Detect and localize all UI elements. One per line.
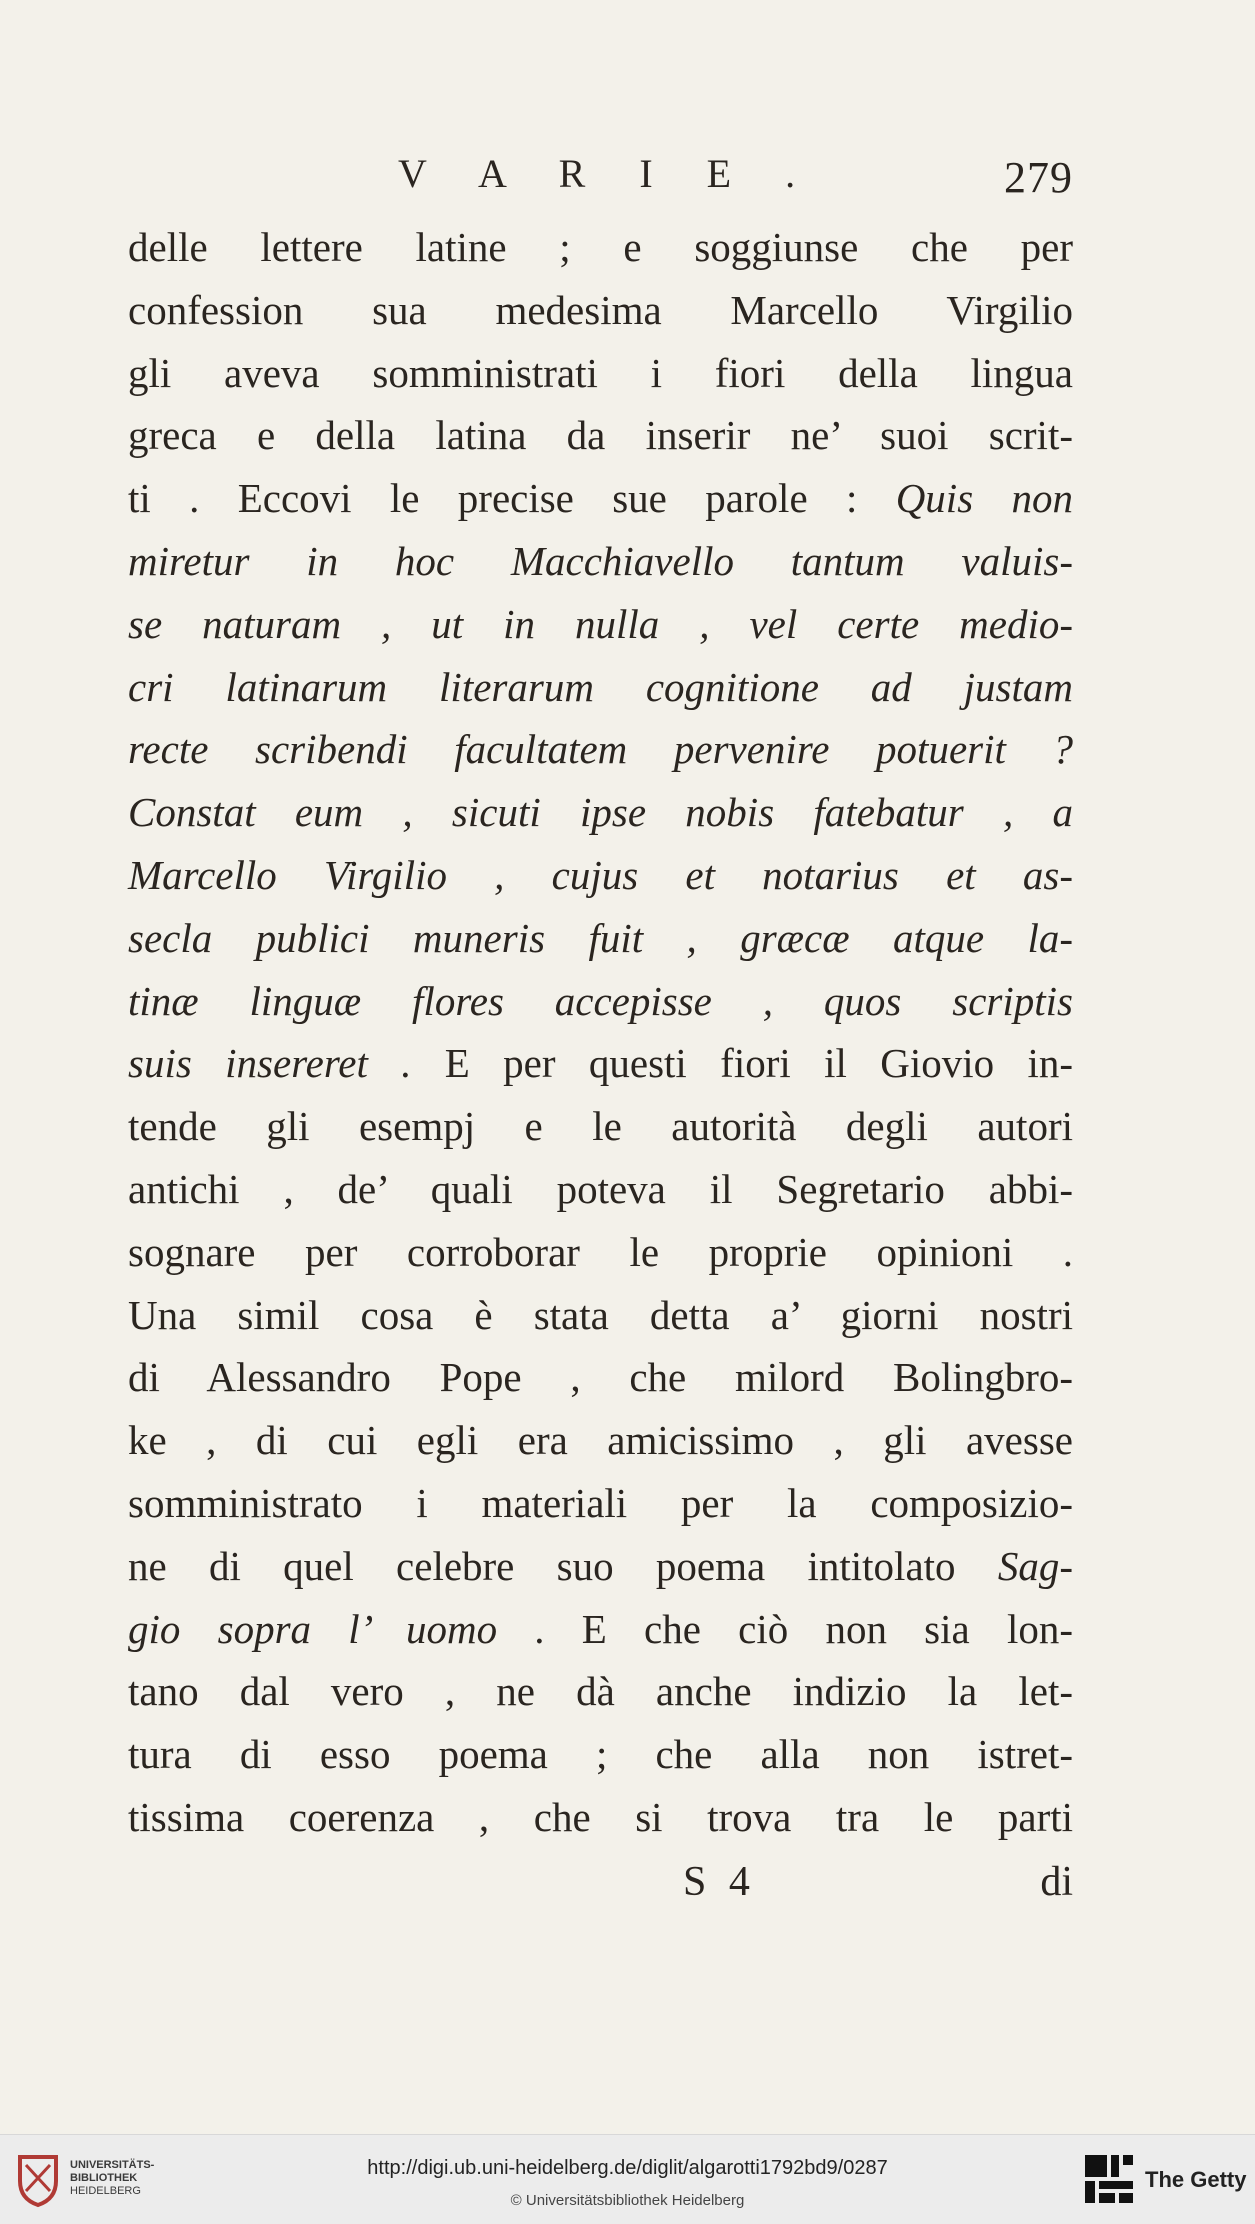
text-segment: ne di quel celebre suo poema intitolato: [128, 1542, 998, 1589]
text-line: [128, 1346, 1073, 1409]
logo-line: UNIVERSITÄTS-: [70, 2159, 155, 2171]
text-segment: tende gli esempj e le autorità degli autori: [128, 1103, 1073, 1150]
text-segment: delle lettere latine ; e soggiunse che per: [128, 224, 1073, 270]
text-segment: Sag-: [997, 1542, 1073, 1589]
text-segment: tano dal vero , ne dà anche indizio la let-: [128, 1668, 1073, 1715]
text-segment: tinæ linguæ flores accepisse , quos scriptis: [128, 977, 1073, 1024]
text-segment: se naturam , ut in nulla , vel certe medio-: [128, 600, 1073, 647]
logo-line: BIBLIOTHEK: [70, 2172, 138, 2184]
text-line: [128, 216, 1073, 279]
text-segment: confession sua medesima Marcello Virgilio: [128, 286, 1073, 333]
text-segment: ti . Eccovi le precise sue parole :: [128, 475, 896, 522]
running-title: V A R I E .: [398, 151, 818, 196]
text-line: [128, 1284, 1073, 1347]
text-segment: E per questi fiori il Giovio in-: [444, 1040, 1073, 1087]
text-line: [128, 1095, 1073, 1158]
body-text: [128, 216, 1073, 1849]
permalink-url[interactable]: http://digi.ub.uni-heidelberg.de/diglit/algarotti1792bd9/0287: [367, 2157, 888, 2179]
text-line: [128, 279, 1073, 342]
text-segment: gio sopra l’ uomo: [128, 1605, 498, 1652]
page-number: 279: [1004, 153, 1073, 202]
text-line: [128, 844, 1073, 907]
text-segment: Marcello Virgilio , cujus et notarius et as-: [128, 851, 1073, 898]
page-foot: [128, 1858, 1073, 1918]
copyright-notice: © Universitätsbibliothek Heidelberg: [510, 2192, 745, 2209]
logo-line: HEIDELBERG: [70, 2185, 141, 2197]
text-line: [128, 467, 1073, 530]
text-line: [128, 1723, 1073, 1786]
text-line: [128, 1598, 1073, 1661]
text-line: [128, 781, 1073, 844]
getty-logo[interactable]: [1041, 2151, 1247, 2207]
running-head: [128, 150, 1073, 220]
signature-mark: S 4: [683, 1859, 756, 1905]
text-line: [128, 404, 1073, 467]
text-segment: secla publici muneris fuit , græcæ atque la-: [128, 914, 1073, 961]
text-line: [128, 1032, 1073, 1095]
text-segment: . E che ciò non sia lon-: [497, 1605, 1073, 1652]
text-segment: suis insereret .: [128, 1040, 445, 1087]
text-line: [128, 970, 1073, 1033]
text-line: [128, 1535, 1073, 1598]
text-line: [128, 1158, 1073, 1221]
text-line: [128, 656, 1073, 719]
text-line: [128, 1409, 1073, 1472]
text-segment: antichi , de’ quali poteva il Segretario abbi-: [128, 1165, 1073, 1212]
viewer-footer: [0, 2134, 1255, 2224]
text-segment: somministrato i materiali per la composizio-: [128, 1479, 1073, 1526]
text-segment: sognare per corroborar le proprie opinioni .: [128, 1228, 1073, 1275]
text-line: [128, 1221, 1073, 1284]
text-line: [128, 718, 1073, 781]
text-segment: Constat eum , sicuti ipse nobis fatebatur , a: [128, 789, 1073, 836]
text-segment: miretur in hoc Macchiavello tantum valuis-: [128, 537, 1073, 584]
text-segment: Quis non: [895, 475, 1073, 522]
text-line: [128, 530, 1073, 593]
text-segment: greca e della latina da inserir ne’ suoi scrit-: [128, 412, 1073, 459]
getty-mark-icon: [1081, 2151, 1137, 2207]
text-segment: ke , di cui egli era amicissimo , gli avesse: [128, 1417, 1073, 1464]
getty-label: The Getty: [1145, 2167, 1247, 2192]
text-line: [128, 1786, 1073, 1849]
text-segment: di Alessandro Pope , che milord Bolingbro-: [128, 1354, 1073, 1401]
text-line: [128, 907, 1073, 970]
text-segment: cri latinarum literarum cognitione ad justam: [128, 663, 1073, 710]
text-segment: tissima coerenza , che si trova tra le parti: [128, 1793, 1073, 1840]
text-segment: tura di esso poema ; che alla non istret-: [128, 1731, 1073, 1778]
text-segment: recte scribendi facultatem pervenire potuerit ?: [128, 726, 1073, 773]
text-segment: gli aveva somministrati i fiori della lingua: [128, 349, 1073, 396]
text-line: [128, 1660, 1073, 1723]
catchword: di: [1040, 1859, 1073, 1905]
text-segment: Una simil cosa è stata detta a’ giorni nostri: [128, 1291, 1073, 1338]
text-line: [128, 342, 1073, 405]
text-line: [128, 1472, 1073, 1535]
text-line: [128, 593, 1073, 656]
